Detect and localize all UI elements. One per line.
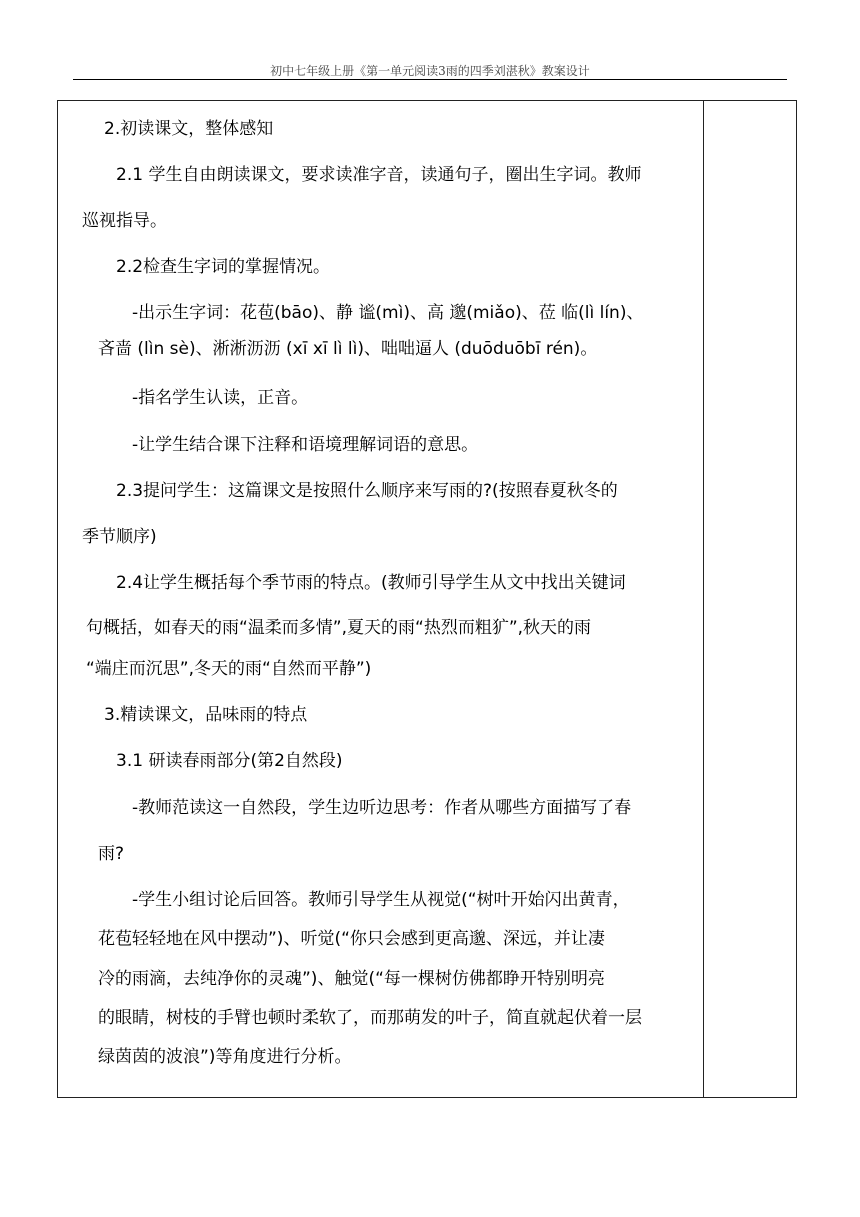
section-heading-3: 3.精读课文，品味雨的特点: [104, 705, 308, 725]
paragraph-3-1-b-line-4: 的眼睛，树枝的手臂也顿时柔软了，而那萌发的叶子，简直就起伏着一层: [98, 1008, 642, 1028]
paragraph-2-4-line-3: “端庄而沉思”,冬天的雨“自然而平静”): [86, 659, 372, 679]
paragraph-3-1-b-line-1: -学生小组讨论后回答。教师引导学生从视觉(“树叶开始闪出黄青，: [132, 890, 630, 910]
paragraph-2-1-line-2: 巡视指导。: [82, 211, 167, 231]
step-understand-words: -让学生结合课下注释和语境理解词语的意思。: [132, 435, 479, 455]
column-divider: [703, 101, 704, 1097]
paragraph-2-1-line-1: 2.1 学生自由朗读课文，要求读准字音，读通句子，圈出生字词。教师: [116, 165, 642, 185]
vocab-list-line-2: 吝啬 (lìn sè)、淅淅沥沥 (xī xī lì lì)、咄咄逼人 (duōduōbī rén)。: [98, 339, 598, 359]
paragraph-2-3-line-1: 2.3提问学生：这篇课文是按照什么顺序来写雨的?(按照春夏秋冬的: [116, 481, 618, 501]
paragraph-2-2: 2.2检查生字词的掌握情况。: [116, 257, 331, 277]
paragraph-2-3-line-2: 季节顺序): [82, 527, 157, 547]
header-divider: [73, 79, 787, 80]
step-read-aloud: -指名学生认读，正音。: [132, 388, 309, 408]
lesson-table: [57, 100, 797, 1098]
paragraph-3-1: 3.1 研读春雨部分(第2自然段): [116, 751, 343, 771]
vocab-list-line-1: -出示生字词：花苞(bāo)、静 谧(mì)、高 邈(miǎo)、莅 临(lì lín)、: [132, 303, 644, 323]
paragraph-3-1-b-line-2: 花苞轻轻地在风中摆动”)、听觉(“你只会感到更高邈、深远，并让凄: [98, 929, 605, 949]
paragraph-2-4-line-1: 2.4让学生概括每个季节雨的特点。(教师引导学生从文中找出关键词: [116, 573, 626, 593]
paragraph-3-1-b-line-5: 绿茵茵的波浪”)等角度进行分析。: [98, 1047, 352, 1067]
document-header: 初中七年级上册《第一单元阅读3雨的四季刘湛秋》教案设计: [270, 64, 590, 78]
lesson-content-cell: [58, 101, 703, 1097]
paragraph-3-1-b-line-3: 冷的雨滴，去纯净你的灵魂”)、触觉(“每一棵树仿佛都睁开特别明亮: [98, 969, 605, 989]
paragraph-2-4-line-2: 句概括，如春天的雨“温柔而多情”,夏天的雨“热烈而粗犷”,秋天的雨: [86, 618, 592, 638]
paragraph-3-1-a-line-1: -教师范读这一自然段，学生边听边思考：作者从哪些方面描写了春: [132, 798, 632, 818]
section-heading-2: 2.初读课文，整体感知: [104, 119, 274, 139]
paragraph-3-1-a-line-2: 雨?: [98, 844, 125, 864]
